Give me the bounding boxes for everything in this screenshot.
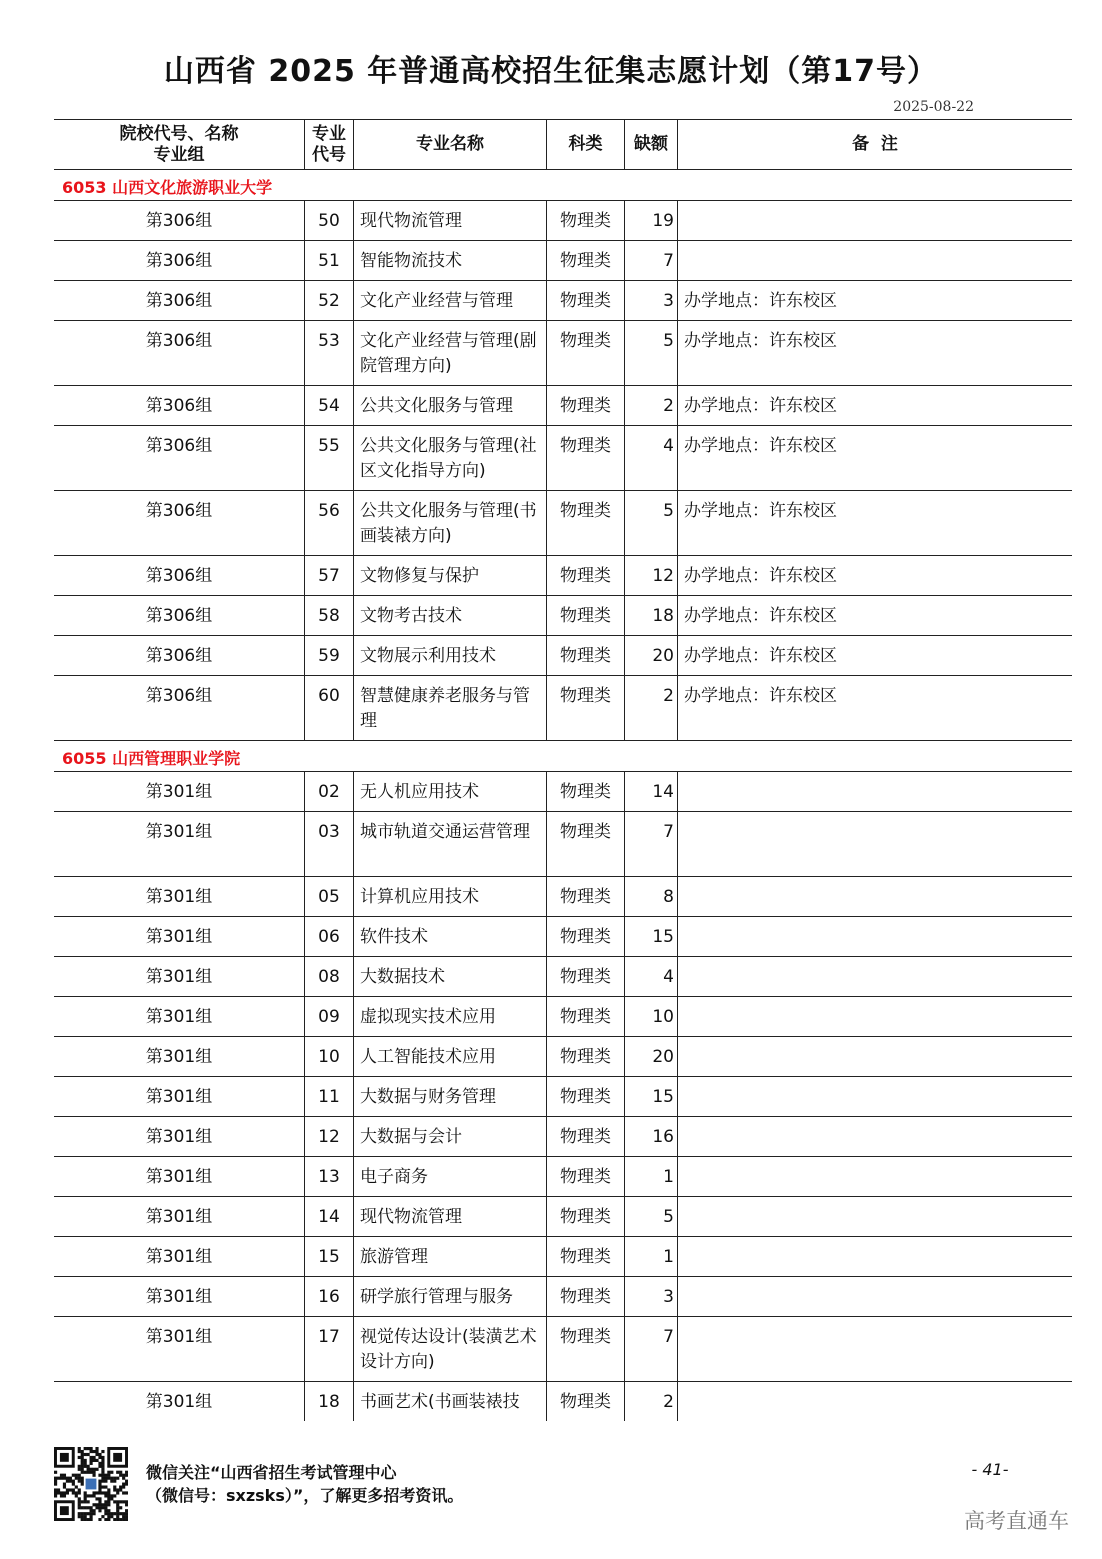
note-cell [678, 1382, 1072, 1421]
subject-type-cell: 物理类 [547, 812, 625, 876]
page-number: - 41- [971, 1460, 1009, 1479]
quota-cell: 4 [625, 426, 678, 490]
group-cell: 第306组 [54, 491, 305, 555]
header-quota: 缺额 [625, 120, 678, 169]
major-name-cell: 大数据技术 [354, 957, 547, 996]
quota-cell: 12 [625, 556, 678, 595]
table-row [54, 957, 1072, 997]
subject-type-cell: 物理类 [547, 997, 625, 1036]
table-header [54, 119, 1072, 170]
note-cell [678, 241, 1072, 280]
table-row [54, 1077, 1072, 1117]
group-cell: 第301组 [54, 1157, 305, 1196]
wechat-notice-line2: （微信号：sxzsks）”，了解更多招考资讯。 [146, 1486, 464, 1505]
major-code-cell: 06 [305, 917, 354, 956]
watermark-text: 高考直通车 [964, 1509, 1069, 1533]
table-row [54, 556, 1072, 596]
group-cell: 第301组 [54, 1037, 305, 1076]
quota-cell: 7 [625, 1317, 678, 1381]
subject-type-cell: 物理类 [547, 491, 625, 555]
note-cell [678, 1277, 1072, 1316]
group-cell: 第306组 [54, 386, 305, 425]
header-name: 专业名称 [354, 120, 547, 169]
major-name-cell: 文物展示利用技术 [354, 636, 547, 675]
note-cell [678, 201, 1072, 240]
group-cell: 第301组 [54, 1317, 305, 1381]
major-name-cell: 城市轨道交通运营管理 [354, 812, 547, 876]
quota-cell: 8 [625, 877, 678, 916]
major-name-cell: 文物修复与保护 [354, 556, 547, 595]
major-name-cell: 公共文化服务与管理(社区文化指导方向) [354, 426, 547, 490]
major-code-cell: 56 [305, 491, 354, 555]
major-name-cell: 文化产业经营与管理(剧院管理方向) [354, 321, 547, 385]
group-cell: 第301组 [54, 957, 305, 996]
major-code-cell: 16 [305, 1277, 354, 1316]
group-cell: 第306组 [54, 201, 305, 240]
header-note: 备 注 [852, 134, 898, 154]
quota-cell: 7 [625, 812, 678, 876]
major-code-cell: 54 [305, 386, 354, 425]
major-name-cell: 现代物流管理 [354, 201, 547, 240]
major-name-cell: 软件技术 [354, 917, 547, 956]
major-name-cell: 大数据与财务管理 [354, 1077, 547, 1116]
table-row [54, 1382, 1072, 1421]
quota-cell: 15 [625, 917, 678, 956]
table-row [54, 772, 1072, 812]
wechat-notice [146, 1461, 463, 1507]
header-group-line2: 专业组 [153, 144, 205, 165]
subject-type-cell: 物理类 [547, 772, 625, 811]
quota-cell: 2 [625, 676, 678, 740]
group-cell: 第306组 [54, 321, 305, 385]
note-cell: 办学地点：许东校区 [684, 646, 837, 666]
group-cell: 第301组 [54, 1237, 305, 1276]
group-cell: 第306组 [54, 596, 305, 635]
quota-cell: 10 [625, 997, 678, 1036]
major-name-cell: 现代物流管理 [354, 1197, 547, 1236]
group-cell: 第301组 [54, 1277, 305, 1316]
table-row [54, 997, 1072, 1037]
table-row [54, 1037, 1072, 1077]
document-date: 2025-08-22 [893, 99, 974, 115]
header-type: 科类 [547, 120, 625, 169]
table-row [54, 426, 1072, 491]
subject-type-cell: 物理类 [547, 877, 625, 916]
major-code-cell: 55 [305, 426, 354, 490]
school-name: 6055 山西管理职业学院 [62, 749, 241, 768]
major-name-cell: 研学旅行管理与服务 [354, 1277, 547, 1316]
table-row [54, 812, 1072, 877]
group-cell: 第301组 [54, 1077, 305, 1116]
group-cell: 第301组 [54, 812, 305, 876]
table-row [54, 1197, 1072, 1237]
table-row [54, 1317, 1072, 1382]
major-code-cell: 14 [305, 1197, 354, 1236]
major-name-cell: 电子商务 [354, 1157, 547, 1196]
major-code-cell: 05 [305, 877, 354, 916]
major-code-cell: 03 [305, 812, 354, 876]
major-name-cell: 文化产业经营与管理 [354, 281, 547, 320]
major-code-cell: 15 [305, 1237, 354, 1276]
quota-cell: 5 [625, 321, 678, 385]
plan-table [54, 119, 1072, 1421]
major-name-cell: 公共文化服务与管理 [354, 386, 547, 425]
note-cell: 办学地点：许东校区 [684, 606, 837, 626]
note-cell [678, 1037, 1072, 1076]
group-cell: 第306组 [54, 676, 305, 740]
quota-cell: 5 [625, 491, 678, 555]
note-cell [678, 812, 1072, 876]
note-cell: 办学地点：许东校区 [684, 501, 837, 521]
major-code-cell: 58 [305, 596, 354, 635]
note-cell [678, 917, 1072, 956]
major-name-cell: 书画艺术(书画装裱技 [354, 1382, 547, 1421]
note-cell: 办学地点：许东校区 [684, 396, 837, 416]
note-cell [678, 1237, 1072, 1276]
note-cell: 办学地点：许东校区 [684, 436, 837, 456]
major-code-cell: 02 [305, 772, 354, 811]
group-cell: 第301组 [54, 1197, 305, 1236]
note-cell [678, 1317, 1072, 1381]
quota-cell: 18 [625, 596, 678, 635]
subject-type-cell: 物理类 [547, 386, 625, 425]
major-name-cell: 智能物流技术 [354, 241, 547, 280]
qr-code-icon [54, 1447, 128, 1521]
group-cell: 第306组 [54, 241, 305, 280]
table-row [54, 386, 1072, 426]
header-code [305, 120, 354, 169]
table-row [54, 877, 1072, 917]
subject-type-cell: 物理类 [547, 1077, 625, 1116]
subject-type-cell: 物理类 [547, 636, 625, 675]
note-cell: 办学地点：许东校区 [684, 686, 837, 706]
table-row [54, 636, 1072, 676]
major-code-cell: 52 [305, 281, 354, 320]
subject-type-cell: 物理类 [547, 1382, 625, 1421]
major-name-cell: 旅游管理 [354, 1237, 547, 1276]
subject-type-cell: 物理类 [547, 556, 625, 595]
table-row [54, 491, 1072, 556]
table-row [54, 1117, 1072, 1157]
major-code-cell: 12 [305, 1117, 354, 1156]
table-body [54, 170, 1072, 1421]
note-cell [678, 1157, 1072, 1196]
table-row [54, 596, 1072, 636]
quota-cell: 15 [625, 1077, 678, 1116]
table-row [54, 321, 1072, 386]
subject-type-cell: 物理类 [547, 917, 625, 956]
group-cell: 第301组 [54, 997, 305, 1036]
table-row [54, 917, 1072, 957]
major-code-cell: 59 [305, 636, 354, 675]
subject-type-cell: 物理类 [547, 1197, 625, 1236]
major-name-cell: 计算机应用技术 [354, 877, 547, 916]
major-code-cell: 50 [305, 201, 354, 240]
major-code-cell: 17 [305, 1317, 354, 1381]
subject-type-cell: 物理类 [547, 1117, 625, 1156]
major-code-cell: 51 [305, 241, 354, 280]
subject-type-cell: 物理类 [547, 1237, 625, 1276]
major-code-cell: 13 [305, 1157, 354, 1196]
major-name-cell: 文物考古技术 [354, 596, 547, 635]
group-cell: 第306组 [54, 426, 305, 490]
header-code-line1: 专业 [312, 123, 346, 144]
major-name-cell: 视觉传达设计(装潢艺术设计方向) [354, 1317, 547, 1381]
subject-type-cell: 物理类 [547, 201, 625, 240]
page-footer [0, 1440, 1102, 1559]
note-cell [678, 877, 1072, 916]
major-code-cell: 10 [305, 1037, 354, 1076]
subject-type-cell: 物理类 [547, 321, 625, 385]
header-code-line2: 代号 [312, 144, 346, 165]
major-name-cell: 公共文化服务与管理(书画装裱方向) [354, 491, 547, 555]
subject-type-cell: 物理类 [547, 281, 625, 320]
header-group [54, 120, 305, 169]
major-code-cell: 60 [305, 676, 354, 740]
quota-cell: 16 [625, 1117, 678, 1156]
note-cell [678, 1077, 1072, 1116]
quota-cell: 3 [625, 1277, 678, 1316]
note-cell: 办学地点：许东校区 [684, 331, 837, 351]
subject-type-cell: 物理类 [547, 1157, 625, 1196]
group-cell: 第306组 [54, 636, 305, 675]
quota-cell: 19 [625, 201, 678, 240]
major-code-cell: 18 [305, 1382, 354, 1421]
quota-cell: 20 [625, 1037, 678, 1076]
school-row [54, 170, 1072, 201]
subject-type-cell: 物理类 [547, 676, 625, 740]
group-cell: 第306组 [54, 281, 305, 320]
header-group-line1: 院校代号、名称 [119, 123, 239, 144]
major-name-cell: 大数据与会计 [354, 1117, 547, 1156]
quota-cell: 2 [625, 1382, 678, 1421]
group-cell: 第301组 [54, 772, 305, 811]
school-row [54, 741, 1072, 772]
major-code-cell: 09 [305, 997, 354, 1036]
quota-cell: 1 [625, 1237, 678, 1276]
subject-type-cell: 物理类 [547, 426, 625, 490]
group-cell: 第301组 [54, 1117, 305, 1156]
document-title: 山西省 2025 年普通高校招生征集志愿计划（第17号） [163, 54, 939, 89]
table-row [54, 241, 1072, 281]
subject-type-cell: 物理类 [547, 1317, 625, 1381]
note-cell [678, 1117, 1072, 1156]
major-code-cell: 08 [305, 957, 354, 996]
table-row [54, 1277, 1072, 1317]
subject-type-cell: 物理类 [547, 241, 625, 280]
quota-cell: 7 [625, 241, 678, 280]
major-name-cell: 虚拟现实技术应用 [354, 997, 547, 1036]
school-name: 6053 山西文化旅游职业大学 [62, 178, 273, 197]
note-cell [678, 957, 1072, 996]
quota-cell: 2 [625, 386, 678, 425]
table-row [54, 201, 1072, 241]
subject-type-cell: 物理类 [547, 1037, 625, 1076]
group-cell: 第301组 [54, 1382, 305, 1421]
quota-cell: 14 [625, 772, 678, 811]
note-cell [678, 997, 1072, 1036]
major-name-cell: 人工智能技术应用 [354, 1037, 547, 1076]
quota-cell: 20 [625, 636, 678, 675]
major-name-cell: 无人机应用技术 [354, 772, 547, 811]
subject-type-cell: 物理类 [547, 957, 625, 996]
group-cell: 第301组 [54, 917, 305, 956]
table-row [54, 676, 1072, 741]
major-code-cell: 57 [305, 556, 354, 595]
table-row [54, 1157, 1072, 1197]
wechat-notice-line1: 微信关注“山西省招生考试管理中心 [146, 1463, 397, 1482]
quota-cell: 3 [625, 281, 678, 320]
major-code-cell: 53 [305, 321, 354, 385]
group-cell: 第306组 [54, 556, 305, 595]
subject-type-cell: 物理类 [547, 1277, 625, 1316]
note-cell [678, 772, 1072, 811]
note-cell: 办学地点：许东校区 [684, 566, 837, 586]
note-cell [678, 1197, 1072, 1236]
table-row [54, 1237, 1072, 1277]
major-code-cell: 11 [305, 1077, 354, 1116]
note-cell: 办学地点：许东校区 [684, 291, 837, 311]
table-row [54, 281, 1072, 321]
quota-cell: 5 [625, 1197, 678, 1236]
quota-cell: 1 [625, 1157, 678, 1196]
major-name-cell: 智慧健康养老服务与管理 [354, 676, 547, 740]
quota-cell: 4 [625, 957, 678, 996]
group-cell: 第301组 [54, 877, 305, 916]
subject-type-cell: 物理类 [547, 596, 625, 635]
